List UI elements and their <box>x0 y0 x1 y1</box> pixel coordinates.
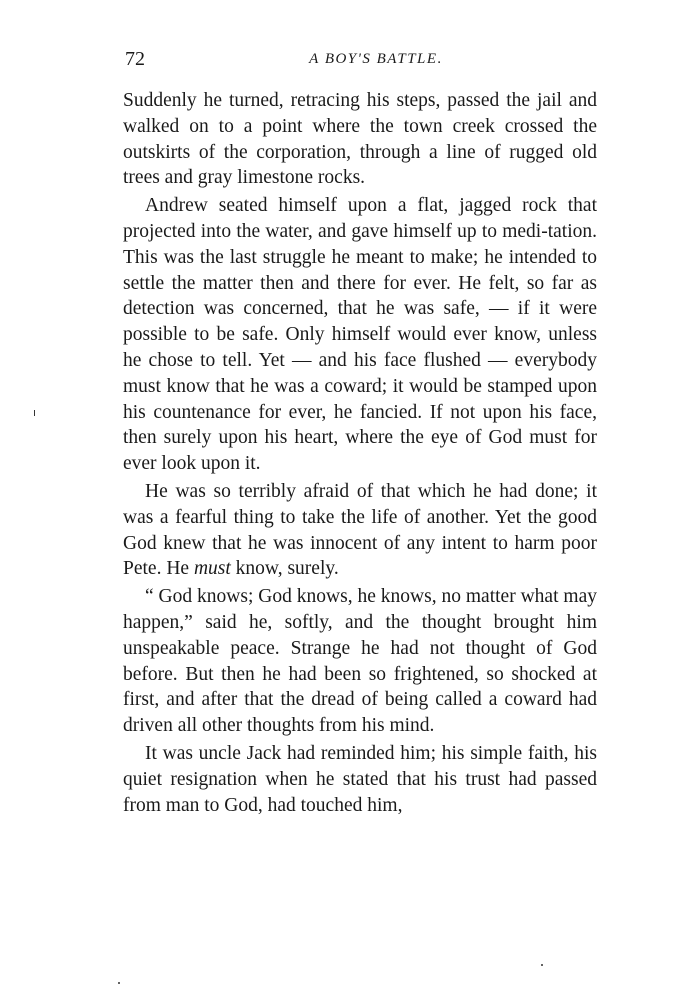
page-header <box>125 48 597 74</box>
margin-speck <box>118 982 120 984</box>
paragraph-3-text-after: know, surely. <box>230 558 339 580</box>
body-text <box>123 88 597 818</box>
paragraph-4: “ God knows; God knows, he knows, no matter what may happen,” said he, softly, and the thought brought him unspeakable peace. Strange he had not thought of God before. But then he had been so frightened, so shocked at first, and after that the dread of being called a coward had driven all other thoughts from his mind. <box>123 586 597 737</box>
running-title: A BOY'S BATTLE. <box>309 51 443 67</box>
paragraph-3-emphasis: must <box>193 558 231 580</box>
margin-speck <box>541 964 543 966</box>
paragraph-3 <box>123 479 597 582</box>
paragraph-3-text-before: He was so terribly afraid of that which he had done; it was a fearful thing to take the life of another. Yet the good God knew that he was innocent of any intent to harm poor Pete. He <box>123 480 597 580</box>
paragraph-2: Andrew seated himself upon a flat, jagged rock that projected into the water, and gave himself up to medi-tation. This was the last struggle he meant to make; he intended to settle the matter then and there for ever. He felt, so far as detection was concerned, that he was safe, — if it were possible to be safe. Only himself would ever know, unless he chose to tell. Yet — and his face flushed — everybody must know that he was a coward; it would be stamped upon his countenance for ever, he fancied. If not upon his face, then surely upon his heart, where the eye of God must for ever look upon it. <box>123 195 597 475</box>
page-number: 72 <box>125 48 145 70</box>
paragraph-1: Suddenly he turned, retracing his steps, passed the jail and walked on to a point where the town creek crossed the outskirts of the corporation, through a line of rugged old trees and gray limestone rocks. <box>123 90 597 189</box>
margin-speck <box>34 410 35 416</box>
paragraph-5: It was uncle Jack had reminded him; his simple faith, his quiet resignation when he stated that his trust had passed from man to God, had touched him, <box>123 742 597 816</box>
